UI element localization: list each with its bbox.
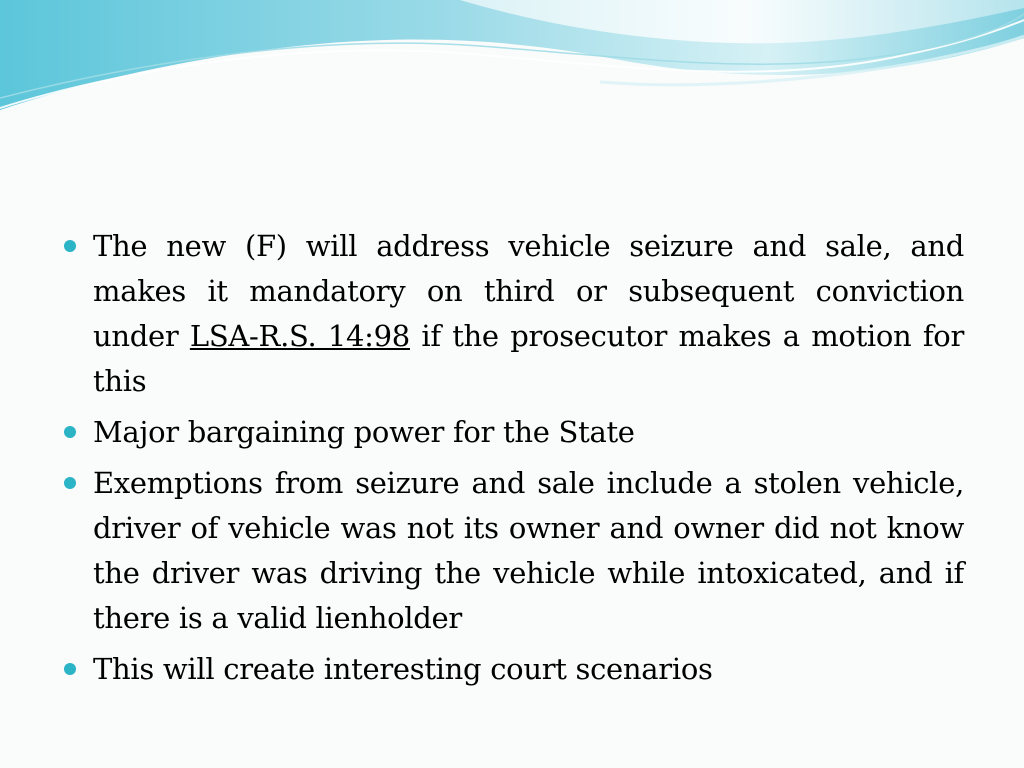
bullet-list xyxy=(62,224,964,692)
bullet-item-vehicle-seizure xyxy=(62,224,964,404)
bullet-icon xyxy=(64,663,76,675)
bullet-icon xyxy=(64,477,76,489)
bullet-item-exemptions xyxy=(62,461,964,641)
bullet-text: if the prosecutor makes a motion for this xyxy=(93,319,965,398)
decorative-wave-header xyxy=(0,0,1024,130)
bullet-item-court-scenarios xyxy=(62,647,964,692)
bullet-text: Exemptions from seizure and sale include a stolen vehicle, driver of vehicle was not its owner and owner did not know the driver was driving the vehicle while intoxicated, and if there is a valid lienholder xyxy=(93,466,964,635)
slide-body xyxy=(62,224,964,698)
statute-link[interactable]: LSA-R.S. 14:98 xyxy=(189,319,410,353)
bullet-text: Major bargaining power for the State xyxy=(93,415,635,449)
bullet-text: This will create interesting court scenarios xyxy=(93,652,713,686)
bullet-item-bargaining-power xyxy=(62,410,964,455)
bullet-text: The new (F) will address vehicle seizure and sale, and makes it mandatory on third or subsequent conviction under xyxy=(93,229,964,353)
bullet-icon xyxy=(64,240,76,252)
bullet-icon xyxy=(64,426,76,438)
